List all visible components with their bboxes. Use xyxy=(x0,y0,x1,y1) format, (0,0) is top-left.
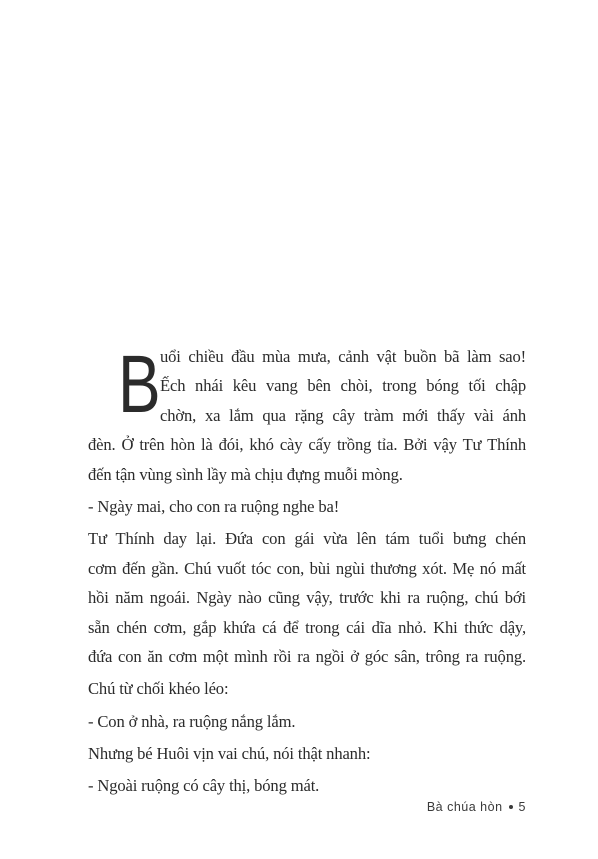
paragraph-5: - Con ở nhà, ra ruộng nắng lắm. xyxy=(88,711,296,731)
paragraph-6: Nhưng bé Huôi vịn vai chú, nói thật nhanh: xyxy=(88,744,371,764)
running-footer xyxy=(427,800,526,814)
paragraph-3 xyxy=(88,524,526,671)
paragraph-3-line-3: hồi năm ngoái. Ngày nào cũng vậy, trước khi ra ruộng, chú bới xyxy=(88,588,526,608)
paragraph-3-line-4: sẵn chén cơm, gắp khứa cá để trong cái dĩa nhỏ. Khi thức dậy, xyxy=(88,617,526,637)
paragraph-1-line-2: Ếch nhái kêu vang bên chòi, trong bóng tối chập xyxy=(160,376,526,396)
paragraph-1 xyxy=(88,339,526,489)
paragraph-3-line-5: đứa con ăn cơm một mình rồi ra ngồi ở góc sân, trông ra ruộng. xyxy=(88,646,526,666)
paragraph-7: - Ngoài ruộng có cây thị, bóng mát. xyxy=(88,776,320,796)
paragraph-4: Chú từ chối khéo léo: xyxy=(88,679,229,699)
page-number: 5 xyxy=(518,800,526,814)
paragraph-1-line-3: chờn, xa lắm qua rặng cây tràm mới thấy vài ánh xyxy=(160,405,526,425)
drop-cap: B xyxy=(118,339,161,430)
paragraph-1-line-1: uổi chiều đầu mùa mưa, cảnh vật buồn bã làm sao! xyxy=(160,347,526,366)
body-text xyxy=(88,339,526,801)
paragraph-1-line-5: đến tận vùng sình lầy mà chịu đựng muỗi mòng. xyxy=(88,464,403,484)
paragraph-3-line-2: cơm đến gần. Chú vuốt tóc con, bùi ngùi thương xót. Mẹ nó mất xyxy=(88,558,526,578)
footer-bullet-icon xyxy=(509,805,513,809)
paragraph-2: - Ngày mai, cho con ra ruộng nghe ba! xyxy=(88,496,340,516)
paragraph-3-line-1: Tư Thính day lại. Đứa con gái vừa lên tám tuổi bưng chén xyxy=(88,529,526,549)
footer-book-title: Bà chúa hòn xyxy=(426,800,503,814)
paragraph-1-line-4: đèn. Ở trên hòn là đói, khó cày cấy trồng tỉa. Bởi vậy Tư Thính xyxy=(88,435,526,455)
